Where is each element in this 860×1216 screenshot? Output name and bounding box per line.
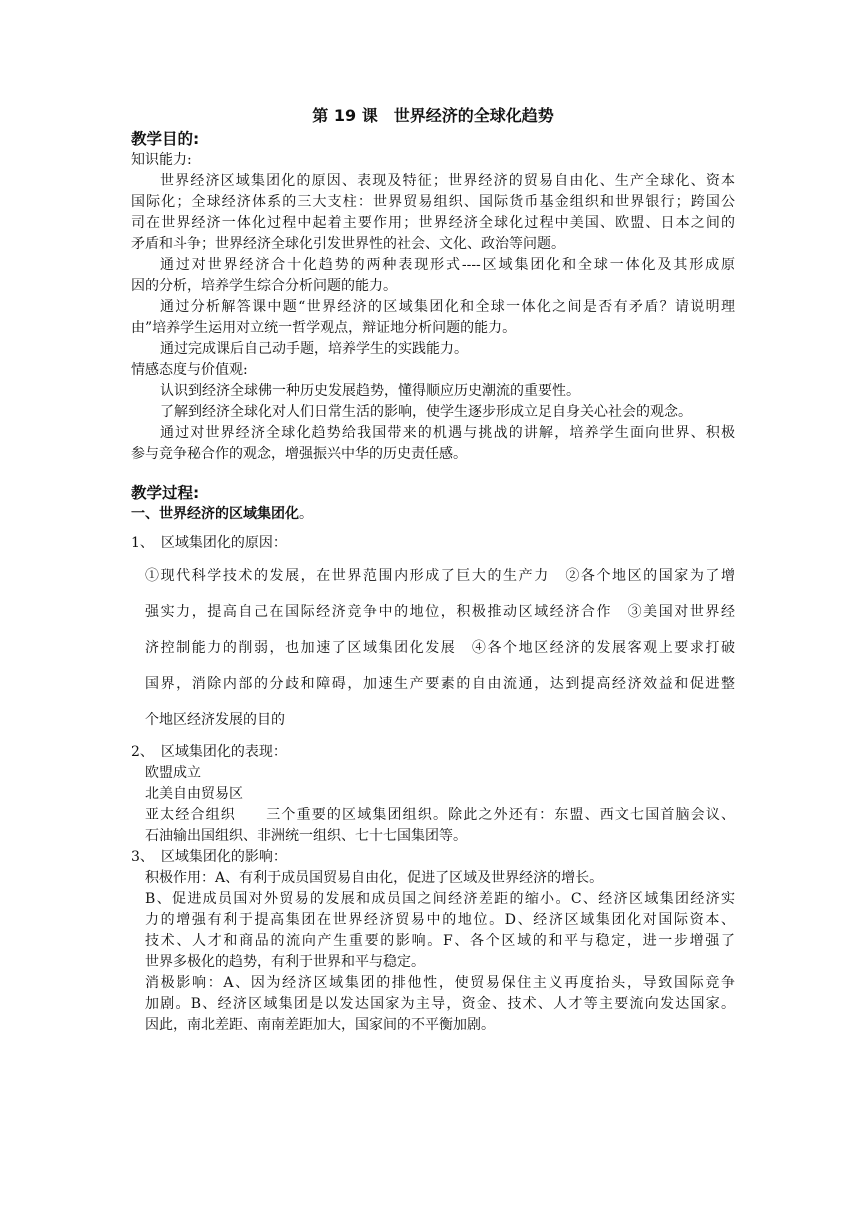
reason-line: 国界，消除内部的分歧和障碍，加速生产要素的自由流通，达到提高经济效益和促进整: [145, 676, 735, 692]
ability-line: 因的分析，培养学生综合分析问题的能力。: [131, 278, 397, 294]
knowledge-line: 国际化；全球经济体系的三大支柱：世界贸易组织、国际货币基金组织和世界银行；跨国公: [131, 194, 735, 210]
spacer: [131, 465, 735, 482]
impact-line: 技术、人才和商品的流向产生重要的影响。F、各个区域的和平与稳定，进一步增强了: [145, 933, 735, 949]
ability-line: 通过完成课后自己动手题，培养学生的实践能力。: [160, 341, 468, 357]
objectives-heading: 教学目的:: [131, 130, 200, 148]
impact-line: 世界多极化的趋势，有利于世界和平与稳定。: [145, 954, 425, 970]
reason-line: 济控制能力的削弱，也加速了区域集团化发展 ④各个地区经济的发展客观上要求打破: [145, 640, 735, 656]
section-one-period: 。: [299, 506, 313, 522]
manifestation-line: 石油输出国组织、非洲统一组织、七十七国集团等。: [145, 828, 467, 844]
impact-line: 积极作用：A、有利于成员国贸易自由化，促进了区域及世界经济的增长。: [145, 870, 604, 886]
reason-line: 强实力，提高自己在国际经济竞争中的地位，积极推动区域经济合作 ③美国对世界经: [145, 604, 735, 620]
item2-heading: 2、 区域集团化的表现：: [131, 744, 287, 760]
emotion-line: 参与竞争秘合作的观念，增强振兴中华的历史责任感。: [131, 446, 467, 462]
impact-line: B、促进成员国对外贸易的发展和成员国之间经济差距的缩小。C、经济区域集团经济实: [145, 891, 735, 907]
lesson-title: 第 19 课 世界经济的全球化趋势: [312, 106, 554, 125]
knowledge-line: 世界经济区域集团化的原因、表现及特征；世界经济的贸易自由化、生产全球化、资本: [160, 173, 735, 189]
emotion-heading: 情感态度与价值观:: [131, 362, 248, 378]
manifestation-line: 欧盟成立: [145, 765, 201, 781]
section-one-title: 一、世界经济的区域集团化: [131, 506, 299, 522]
document-body: [131, 104, 735, 1036]
impact-line: 消极影响：A、因为经济区域集团的排他性，使贸易保住主义再度抬头，导致国际竞争: [145, 975, 735, 991]
ability-line: 通过分析解答课中题“世界经济的区域集团化和全球一体化之间是否有矛盾？请说明理: [160, 299, 735, 315]
impact-line: 加剧。B、经济区域集团是以发达国家为主导，资金、技术、人才等主要流向发达国家。: [145, 996, 735, 1012]
impact-line: 因此，南北差距、南南差距加大，国家间的不平衡加剧。: [145, 1017, 495, 1033]
knowledge-line: 矛盾和斗争；世界经济全球化引发世界性的社会、文化、政治等问题。: [131, 236, 565, 252]
ability-line: 由”培养学生运用对立统一哲学观点，辩证地分析问题的能力。: [131, 320, 517, 336]
ability-line: 通过对世界经济合十化趋势的两种表现形式----区域集团化和全球一体化及其形成原: [160, 257, 735, 273]
reason-line: 个地区经济发展的目的: [145, 712, 285, 728]
section-one-heading: [131, 504, 735, 525]
emotion-line: 认识到经济全球佛一种历史发展趋势，懂得顺应历史潮流的重要性。: [160, 383, 580, 399]
knowledge-heading: 知识能力:: [131, 152, 192, 168]
manifestation-line: 北美自由贸易区: [145, 786, 243, 802]
item1-heading: 1、 区域集团化的原因：: [131, 535, 287, 551]
manifestation-line: 亚太经合组织 三个重要的区域集团组织。除此之外还有：东盟、西文七国首脑会议、: [145, 807, 735, 823]
impact-line: 力的增强有利于提高集团在世界经济贸易中的地位。D、经济区域集团化对国际资本、: [145, 912, 735, 928]
knowledge-line: 司在世界经济一体化过程中起着主要作用；世界经济全球化过程中美国、欧盟、日本之间的: [131, 215, 735, 231]
emotion-line: 了解到经济全球化对人们日常生活的影响，使学生逐步形成立足自身关心社会的观念。: [160, 404, 692, 420]
reason-line: ①现代科学技术的发展，在世界范围内形成了巨大的生产力 ②各个地区的国家为了增: [145, 568, 735, 584]
process-heading: 教学过程:: [131, 484, 200, 502]
item3-heading: 3、 区域集团化的影响：: [131, 849, 287, 865]
emotion-line: 通过对世界经济全球化趋势给我国带来的机遇与挑战的讲解，培养学生面向世界、积极: [160, 425, 735, 441]
